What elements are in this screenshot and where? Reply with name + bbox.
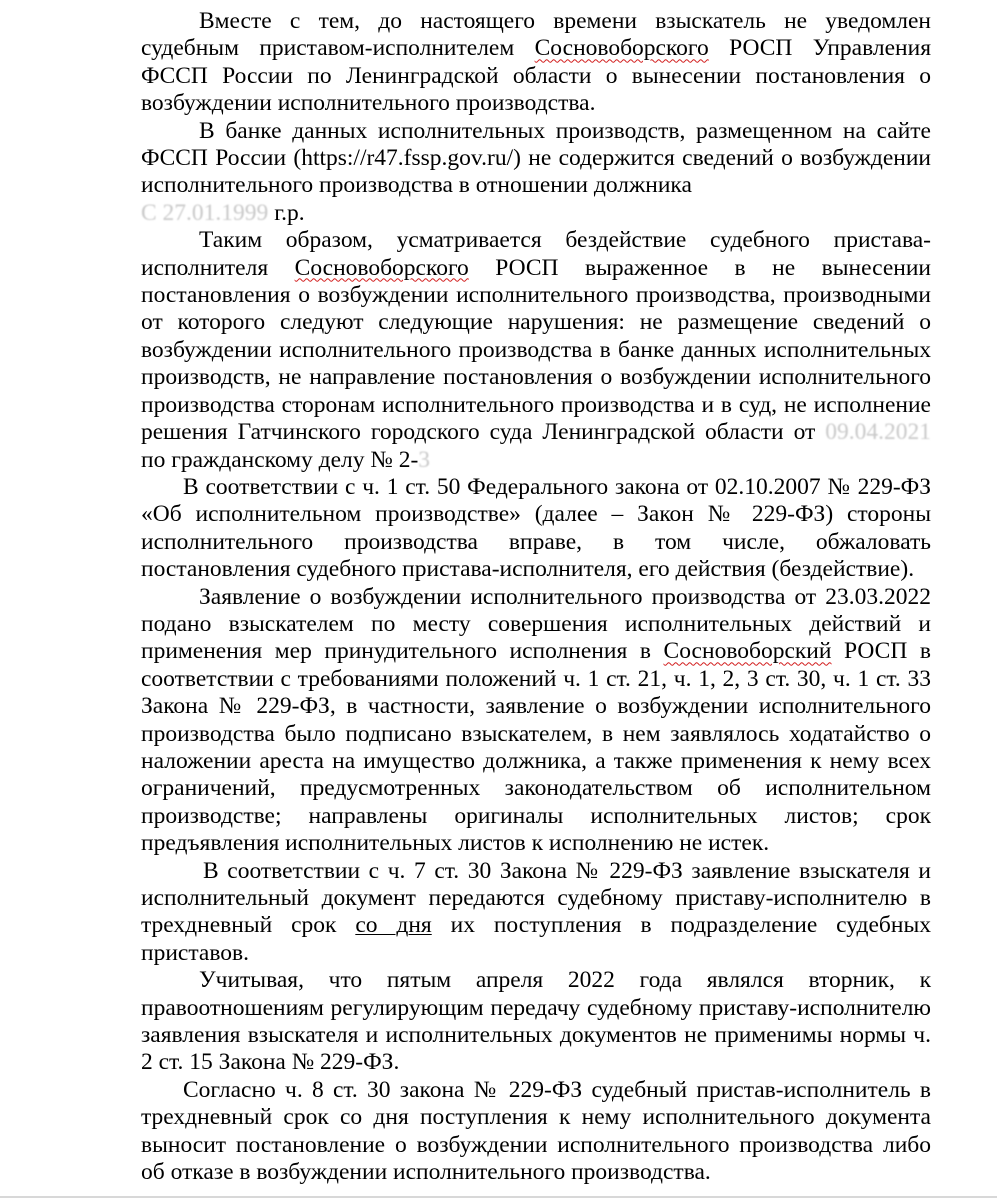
p1-text-a: Вместе с тем, до настоящего времени взыскатель не уведомлен судебным приставом-исполнителем (141, 8, 931, 62)
p5-spellcheck-word: Сосновоборский (663, 638, 832, 665)
p3-text-a: Таким образом, усматривается бездействие судебного пристава-исполнителя (141, 227, 931, 281)
page-bottom-divider (0, 1196, 997, 1198)
redacted-debtor-name: С 27.01.1999 (141, 199, 269, 226)
paragraph-inaction (141, 227, 931, 474)
p2-text-c: г.р. (268, 199, 305, 226)
p6-underlined-phrase: со дня (355, 912, 432, 939)
paragraph-article-30-part-8: Согласно ч. 8 ст. 30 закона № 229-ФЗ судебный пристав-исполнитель в трехдневный срок со дня поступления к нему исполнительного документа выносит постановление о возбуждении исполнительного производства либо об отказе в возбуждении исполнительного производства. (141, 1076, 931, 1186)
p1-spellcheck-word: Сосновоборского (534, 35, 709, 62)
p3-spellcheck-word: Сосновоборского (294, 254, 469, 281)
paragraph-law-article-50: В соответствии с ч. 1 ст. 50 Федерального закона от 02.10.2007 № 229-ФЗ «Об исполнительном производстве» (далее – Закон № 229-ФЗ) стороны исполнительного производства вправе, в том числе, обжаловать постановления судебного пристава-исполнителя, его действия (бездействие). (141, 473, 931, 583)
p3-text-c: по гражданскому делу № 2- (141, 446, 419, 473)
p5-text-b: РОСП в соответствии с требованиями положений ч. 1 ст. 21, ч. 1, 2, 3 ст. 30, ч. 1 ст. 33 Закона № 229-ФЗ, в частности, заявление о возбуждении исполнительного производства было подписано взыскателем, в нем заявлялось ходатайство о наложении ареста на имущество должника, а также применения к нему всех ограничений, предусмотренных законодательством об исполнительном производстве; направлены оригиналы исполнительных листов; срок предъявления исполнительных листов к исполнению не истек. (141, 638, 932, 857)
paragraph-application (141, 584, 931, 858)
p1-text-b: РОСП Управления ФССП России по Ленинградской области о вынесении постановления о возбуждении исполнительного производства. (141, 35, 932, 117)
p5-text-a: Заявление о возбуждении исполнительного производства от 23.03.2022 подано взыскателем по месту совершения исполнительных действий и применения мер принудительного исполнения в (141, 583, 931, 665)
p2-text-b: ) не содержится сведений о возбуждении исполнительного производства в отношении должника (141, 145, 931, 199)
p6-text-b: их поступления в подразделение судебных приставов. (141, 912, 931, 966)
paragraph-article-30-part-7 (141, 858, 931, 968)
p3-text-b: РОСП выраженное в не вынесении постановления о возбуждении исполнительного производства, производными от которого следуют следующие нарушения: не размещение сведений о возбуждении исполнительного производства в банке данных исполнительных производств, не направление постановления о возбуждении исполнительного производства сторонам исполнительного производства и в суд, не исполнение решения Гатчинского городского суда Ленинградской области от (141, 254, 931, 446)
document-body (141, 8, 931, 1186)
paragraph-tuesday: Учитывая, что пятым апреля 2022 года являлся вторник, к правоотношениям регулирующим передачу судебному приставу-исполнителю заявления взыскателя и исполнительных документов не применимы нормы ч. 2 ст. 15 Закона № 229-ФЗ. (141, 967, 931, 1076)
paragraph-notification (141, 8, 931, 118)
p6-text-a: В соответствии с ч. 7 ст. 30 Закона № 229-ФЗ заявление взыскателя и исполнительный документ передаются судебному приставу-исполнителю в трехдневный срок (141, 857, 931, 939)
redacted-decision-date: 09.04.2021 (825, 419, 931, 446)
redacted-case-number: 3 (418, 446, 431, 473)
paragraph-data-bank (141, 118, 931, 228)
fssp-link[interactable]: https://r47.fssp.gov.ru/ (301, 145, 514, 172)
p2-text-a: В банке данных исполнительных производств, размещенном на сайте ФССП России ( (141, 117, 931, 172)
